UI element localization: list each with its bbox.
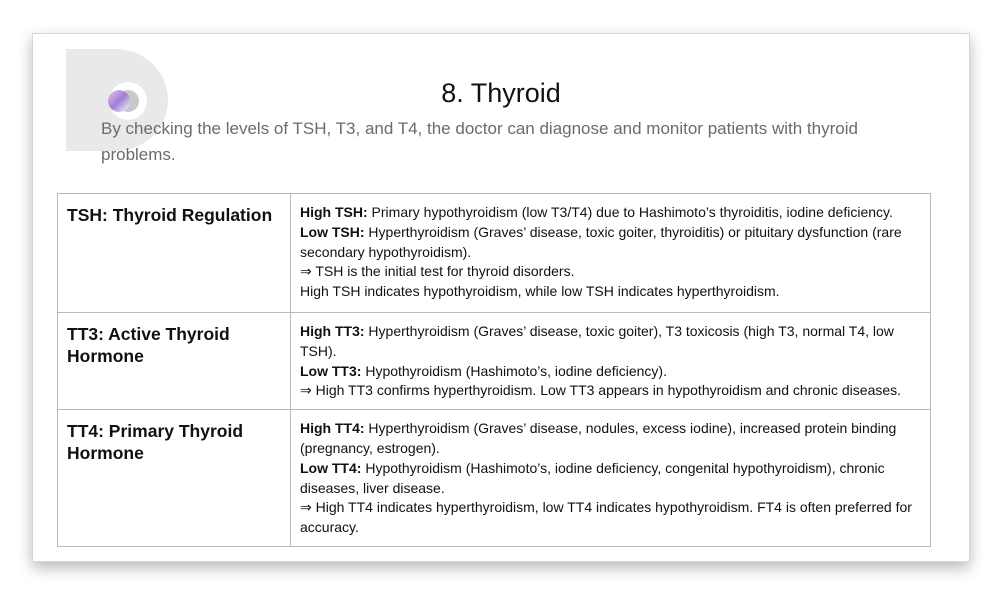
- low-text: Hyperthyroidism (Graves’ disease, toxic goiter, thyroiditis) or pituitary dysfunction (rare secondary hypothyroidism).: [300, 223, 902, 260]
- note-text: High TSH indicates hypothyroidism, while low TSH indicates hyperthyroidism.: [300, 283, 780, 300]
- high-label: High TT4:: [300, 420, 365, 437]
- low-text: Hypothyroidism (Hashimoto’s, iodine deficiency).: [361, 362, 667, 379]
- row-body: [291, 410, 931, 547]
- row-body: [291, 194, 931, 313]
- table-row-tt3: [58, 313, 931, 410]
- note-text: ⇒ TSH is the initial test for thyroid disorders.: [300, 263, 575, 280]
- low-label: Low TT4:: [300, 459, 362, 476]
- page-subtitle: By checking the levels of TSH, T3, and T4, the doctor can diagnose and monitor patients with thyroid problems.: [101, 119, 858, 164]
- page-title: 8. Thyroid: [441, 78, 561, 108]
- row-header: TT4: Primary Thyroid Hormone: [58, 410, 291, 547]
- note-text: ⇒ High TT3 confirms hyperthyroidism. Low TT3 appears in hypothyroidism and chronic diseases.: [300, 382, 902, 399]
- low-label: Low TT3:: [300, 362, 362, 379]
- high-text: Hyperthyroidism (Graves’ disease, nodules, excess iodine), increased protein binding (pregnancy, estrogen).: [300, 420, 897, 456]
- thyroid-table: [57, 193, 931, 547]
- row-header: TT3: Active Thyroid Hormone: [58, 313, 291, 410]
- high-text: Hyperthyroidism (Graves’ disease, toxic goiter), T3 toxicosis (high T3, normal T4, low TSH).: [300, 323, 894, 359]
- note-text: ⇒ High TT4 indicates hyperthyroidism, low TT4 indicates hypothyroidism. FT4 is often preferred for accuracy.: [300, 499, 912, 536]
- row-header: TSH: Thyroid Regulation: [58, 194, 291, 313]
- low-label: Low TSH:: [300, 223, 365, 240]
- table-row-tt4: [58, 410, 931, 547]
- table-row-tsh: [58, 194, 931, 313]
- slide: [32, 33, 970, 562]
- low-text: Hypothyroidism (Hashimoto’s, iodine deficiency, congenital hypothyroidism), chronic diseases, liver disease.: [300, 459, 885, 496]
- high-label: High TSH:: [300, 204, 368, 220]
- high-label: High TT3:: [300, 323, 365, 339]
- high-text: Primary hypothyroidism (low T3/T4) due to Hashimoto’s thyroiditis, iodine deficiency.: [367, 204, 893, 220]
- row-body: [291, 313, 931, 410]
